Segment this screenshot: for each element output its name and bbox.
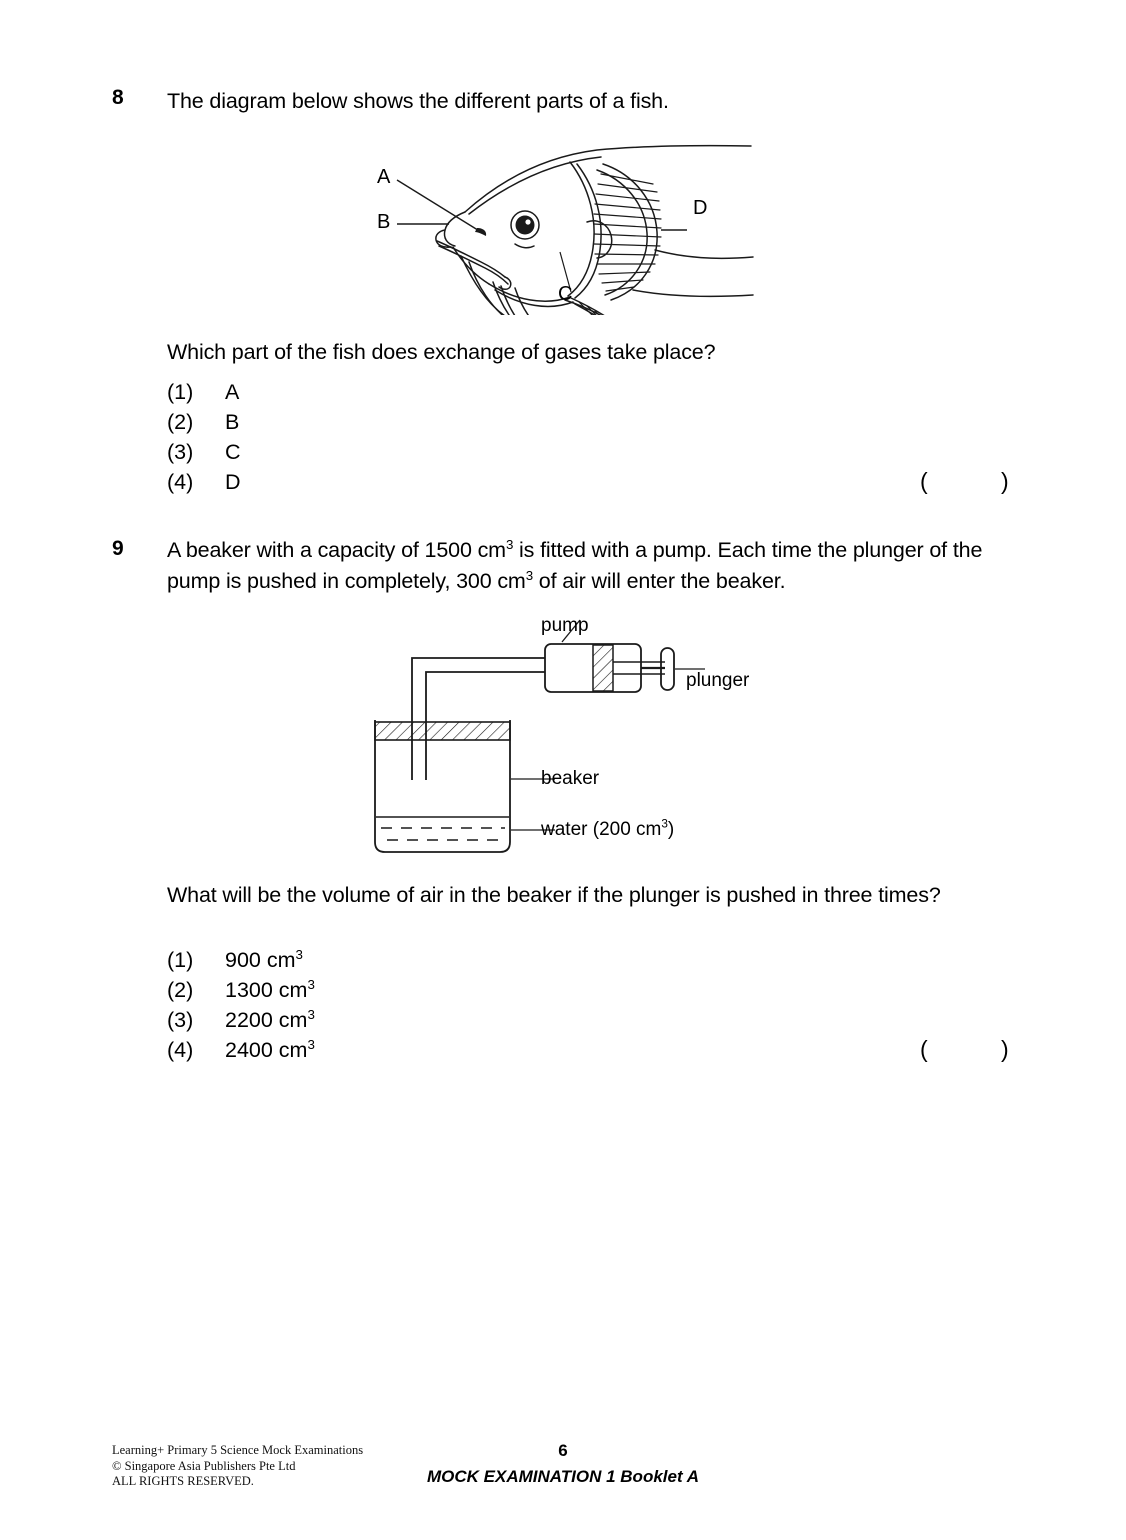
question-9-option-2-value[interactable] — [225, 978, 315, 1003]
question-9-option-1-sup: 3 — [295, 946, 303, 962]
exam-title: MOCK EXAMINATION 1 Booklet A — [426, 1467, 699, 1486]
question-8-number: 8 — [112, 86, 124, 109]
question-9-answer-open: ( — [920, 1036, 928, 1062]
question-9-option-4-text: 2400 cm — [225, 1038, 308, 1062]
question-9-number: 9 — [112, 537, 124, 560]
page-number: 6 — [558, 1441, 568, 1460]
label-beaker: beaker — [541, 768, 600, 789]
question-9-prompt-line2: times? — [878, 883, 941, 907]
label-plunger: plunger — [686, 670, 750, 691]
label-water — [541, 817, 675, 840]
question-8-option-3-number: (3) — [167, 440, 194, 464]
question-9-answer-close: ) — [1001, 1036, 1009, 1062]
question-9-option-3-number: (3) — [167, 1008, 194, 1032]
question-8-prompt: Which part of the fish does exchange of gases take place? — [167, 340, 716, 364]
question-9-stem-part1: A beaker with a capacity of 1500 cm — [167, 538, 506, 562]
label-pump: pump — [541, 615, 589, 636]
question-9-stem-sup1: 3 — [505, 536, 514, 552]
water-dashes — [381, 828, 505, 840]
fish-label-d: D — [693, 197, 708, 219]
question-8-answer-close: ) — [1001, 468, 1009, 494]
footer-line-3: ALL RIGHTS RESERVED. — [112, 1474, 254, 1488]
footer-line-1: Learning+ Primary 5 Science Mock Examinations — [112, 1443, 364, 1457]
question-8-option-1-number: (1) — [167, 380, 194, 404]
question-9-stem-part2: is fitted with a pump. Each time the plunger — [513, 538, 924, 562]
beaker-stopper — [375, 722, 510, 740]
question-9-stem-sup2: 3 — [525, 567, 533, 583]
question-8-option-3-value[interactable]: C — [225, 440, 241, 464]
question-9-option-3-sup: 3 — [307, 1006, 315, 1022]
question-9-prompt-line1: What will be the volume of air in the beaker if the plunger is pushed in three — [167, 883, 873, 907]
question-8-option-2-value[interactable]: B — [225, 410, 240, 434]
question-9-option-2-number: (2) — [167, 978, 194, 1002]
footer-line-2: © Singapore Asia Publishers Pte Ltd — [112, 1458, 296, 1473]
tube-outer — [412, 658, 545, 780]
question-9-option-3-text: 2200 cm — [225, 1008, 308, 1032]
pump-piston — [593, 645, 613, 691]
question-9-option-4-number: (4) — [167, 1038, 194, 1062]
question-8-answer-open: ( — [920, 468, 928, 494]
question-9-option-4-value[interactable] — [225, 1038, 315, 1063]
question-8-option-4-value[interactable]: D — [225, 470, 241, 494]
question-8-option-1-value[interactable]: A — [225, 380, 240, 404]
fish-label-c: C — [558, 283, 573, 305]
question-9-stem — [167, 535, 1027, 597]
question-9-option-2-sup: 3 — [307, 976, 315, 992]
question-9-option-3-value[interactable] — [225, 1008, 315, 1033]
question-8-stem: The diagram below shows the different parts of a fish. — [167, 89, 669, 113]
question-8-option-4-number: (4) — [167, 470, 194, 494]
label-water-part2: ) — [667, 819, 675, 840]
label-water-part1: water (200 cm — [541, 819, 662, 840]
fish-label-b: B — [377, 211, 391, 233]
question-9-option-2-text: 1300 cm — [225, 978, 308, 1002]
question-9-option-1-value[interactable] — [225, 948, 303, 973]
fish-label-a: A — [377, 166, 391, 188]
question-9-option-4-sup: 3 — [307, 1036, 315, 1052]
label-water-sup: 3 — [661, 817, 668, 831]
question-9-prompt — [167, 880, 1027, 911]
question-9-stem-part4: of air will enter the beaker. — [532, 569, 786, 593]
question-9-stem-part3: of the pump is pushed in completely, 300 cm — [167, 538, 983, 593]
question-8-option-2-number: (2) — [167, 410, 194, 434]
question-9-option-1-text: 900 cm — [225, 948, 296, 972]
question-9-option-1-number: (1) — [167, 948, 194, 972]
